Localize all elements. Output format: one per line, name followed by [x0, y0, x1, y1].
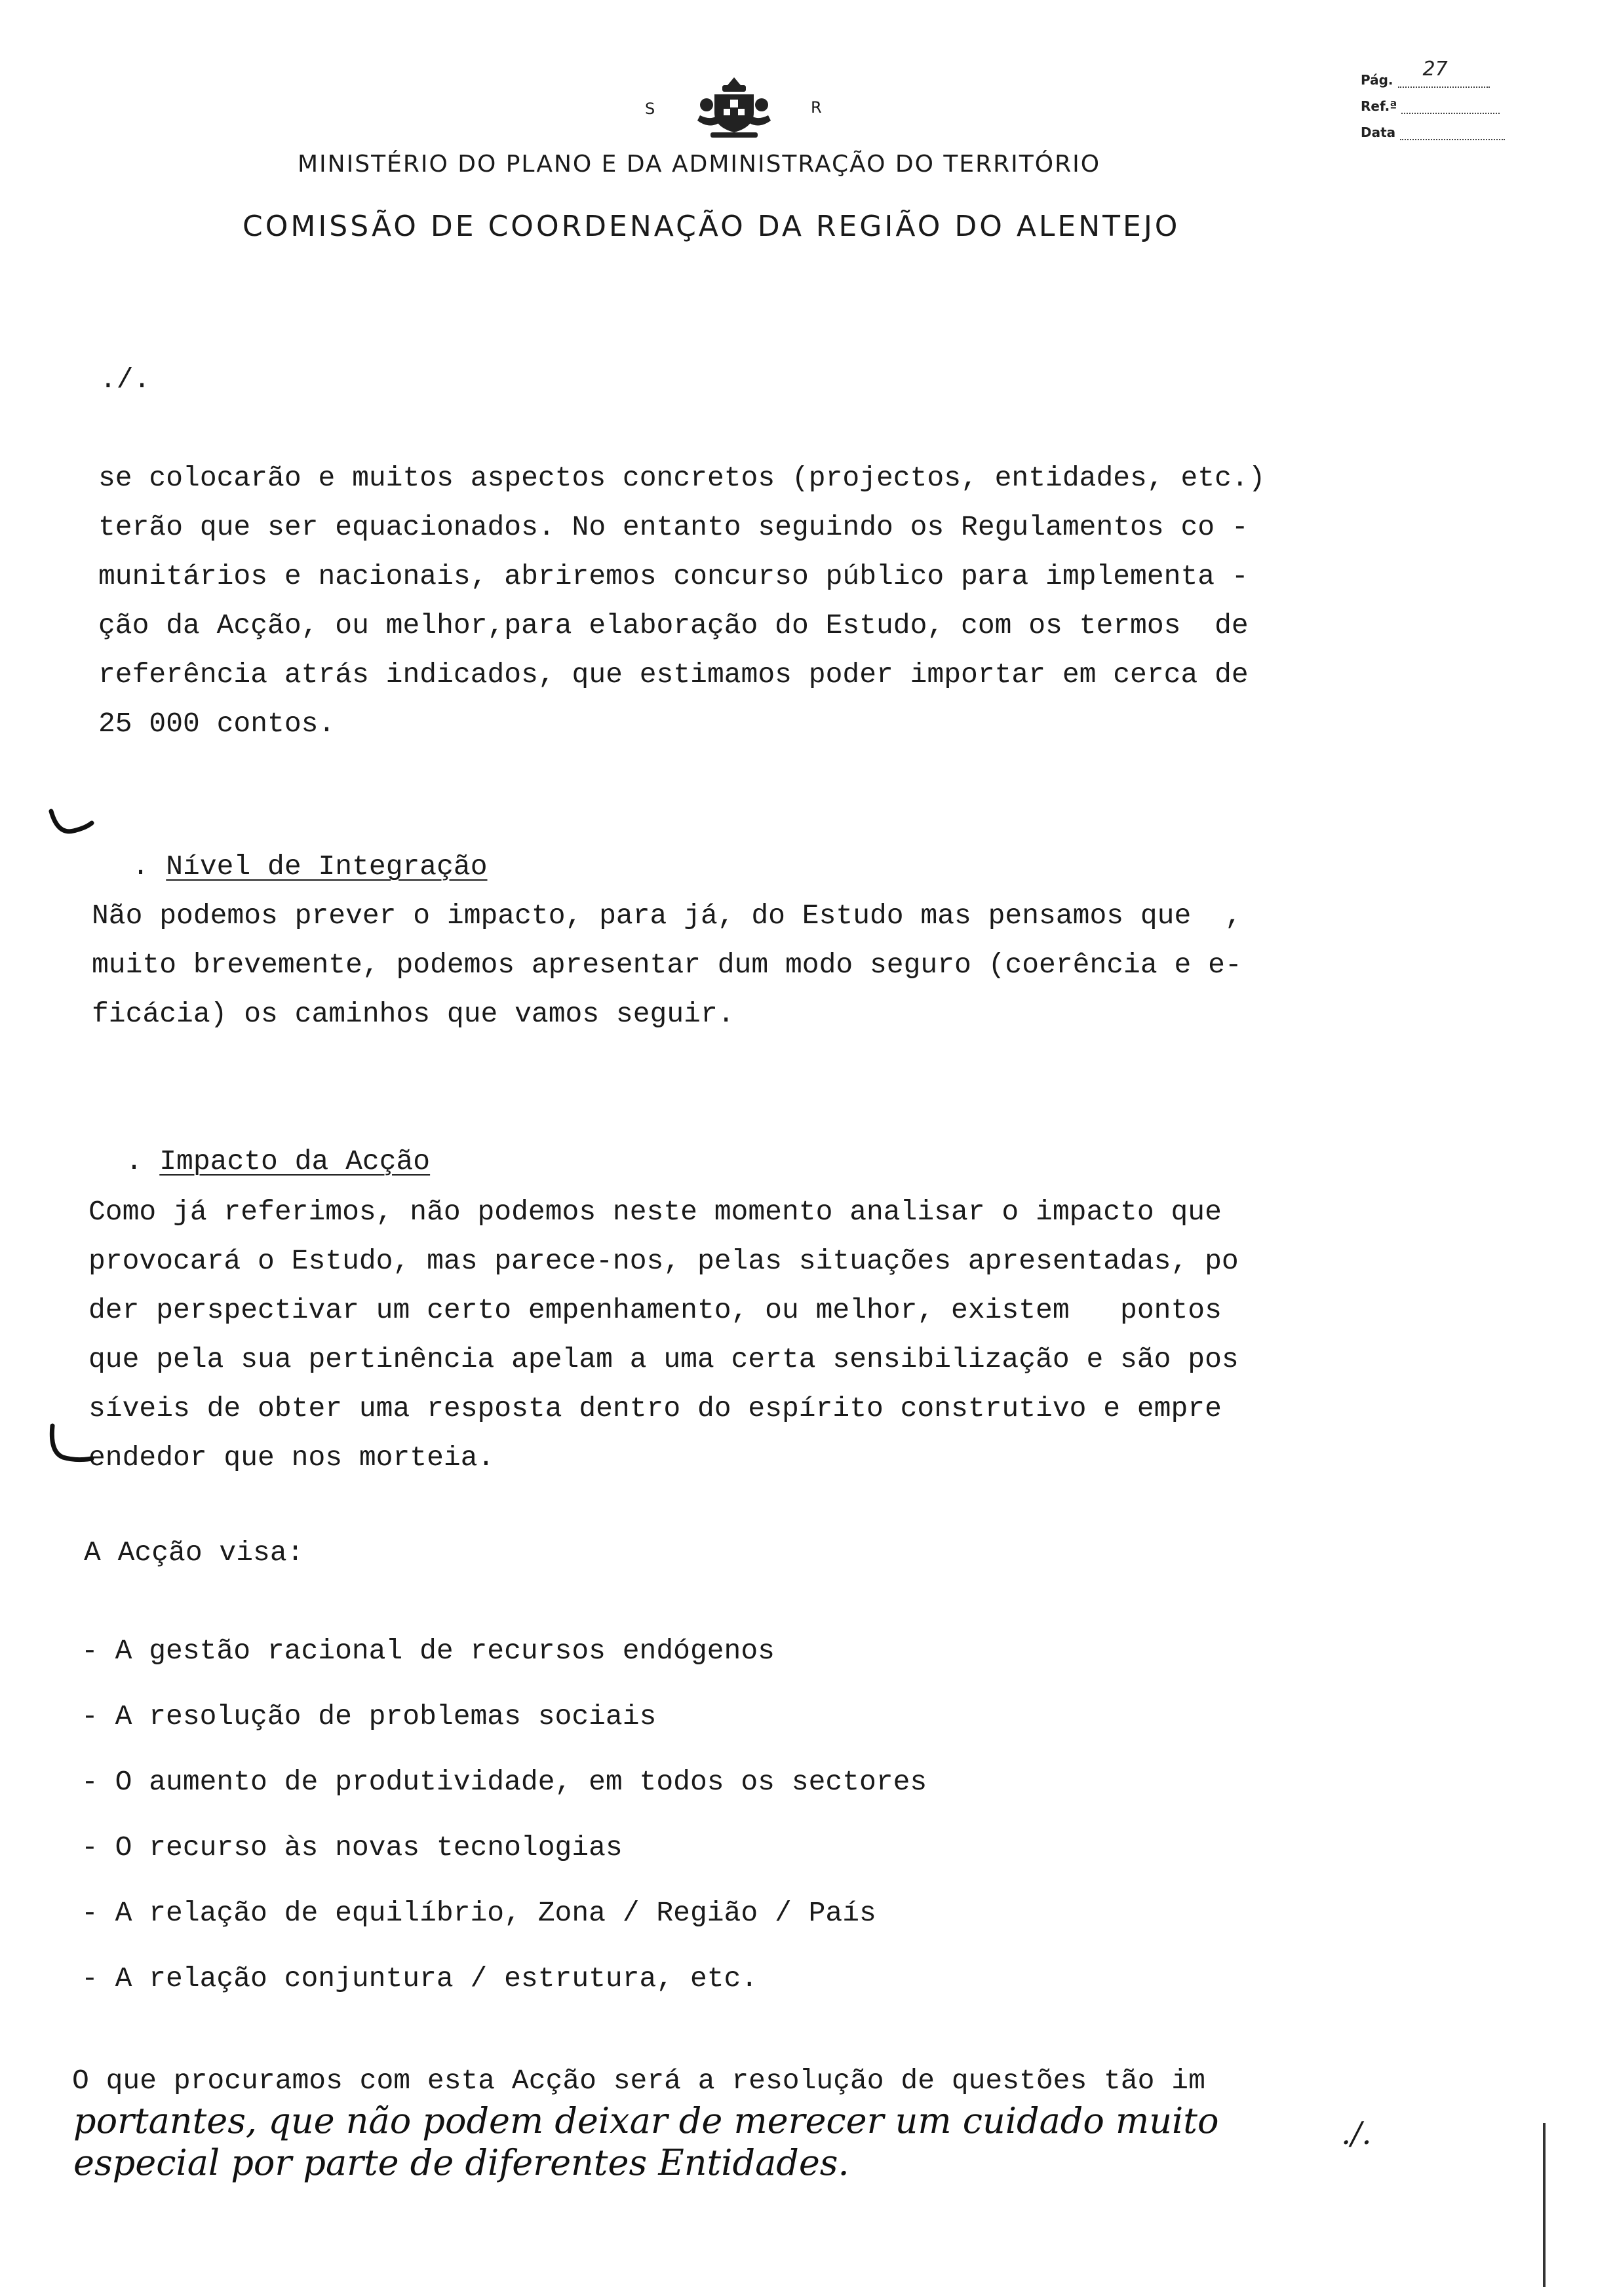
integration-paragraph: [92, 891, 1242, 1039]
page-number: 27: [1422, 58, 1448, 81]
page-dotted-line: [1398, 58, 1490, 88]
letterhead: [0, 0, 1615, 262]
closing-handwritten: [73, 2100, 1219, 2184]
intro-paragraph: [98, 453, 1266, 748]
ministry-title: MINISTÉRIO DO PLANO E DA ADMINISTRAÇÃO DO TERRITÓRIO: [298, 151, 1101, 178]
intro-line: terão que ser equacionados. No entanto seguindo os Regulamentos co -: [98, 511, 1249, 543]
impact-line: Como já referimos, não podemos neste momento analisar o impacto que: [88, 1196, 1222, 1228]
integration-line: Não podemos prever o impacto, para já, do Estudo mas pensamos que ,: [92, 900, 1242, 932]
closing-mark: ./.: [1341, 2115, 1372, 2152]
page-meta: [1361, 58, 1525, 151]
aim-item: - A relação conjuntura / estrutura, etc.: [81, 1962, 758, 1995]
intro-line: munitários e nacionais, abriremos concurso público para implementa -: [98, 560, 1249, 592]
margin-bracket-mark: [43, 1422, 96, 1468]
page-field: [1361, 58, 1525, 98]
closing-typed-line: O que procuramos com esta Acção será a resolução de questões tão im: [72, 2065, 1205, 2097]
continuation-mark: ./.: [100, 364, 151, 396]
integration-title: Nível de Integração: [166, 851, 488, 883]
aims-intro: A Acção visa:: [84, 1537, 304, 1569]
commission-title: COMISSÃO DE COORDENAÇÃO DA REGIÃO DO ALENTEJO: [243, 210, 1180, 243]
impact-title: Impacto da Acção: [159, 1145, 431, 1177]
handwritten-line: especial por parte de diferentes Entidades.: [73, 2142, 849, 2183]
intro-line: 25 000 contos.: [98, 708, 336, 740]
intro-line: se colocarão e muitos aspectos concretos (projectos, entidades, etc.): [98, 462, 1266, 494]
integration-line: ficácia) os caminhos que vamos seguir.: [92, 998, 735, 1030]
date-dotted-line: [1400, 124, 1505, 140]
margin-check-mark: [47, 806, 100, 839]
impact-line: provocará o Estudo, mas parece-nos, pelas situações apresentadas, po: [88, 1245, 1239, 1277]
date-field: [1361, 124, 1525, 151]
integration-line: muito brevemente, podemos apresentar dum modo seguro (coerência e e-: [92, 949, 1242, 981]
handwritten-line: portantes, que não podem deixar de merecer um cuidado muito: [73, 2100, 1219, 2141]
coat-of-arms-icon: [695, 72, 773, 144]
integration-bullet: .: [132, 851, 149, 883]
ref-dotted-line: [1401, 98, 1500, 114]
date-label: Data: [1361, 124, 1396, 140]
scan-edge-line: [1543, 2123, 1546, 2287]
aim-item: - O aumento de produtividade, em todos os sectores: [81, 1766, 927, 1798]
impact-paragraph: [88, 1187, 1239, 1482]
intro-line: ção da Acção, ou melhor,para elaboração do Estudo, com os termos de: [98, 609, 1249, 641]
intro-line: referência atrás indicados, que estimamos poder importar em cerca de: [98, 659, 1249, 691]
impact-line: que pela sua pertinência apelam a uma certa sensibilização e são pos: [88, 1343, 1239, 1375]
emblem-letter-left: S: [645, 100, 655, 118]
aim-item: - O recurso às novas tecnologias: [81, 1831, 623, 1864]
impact-heading: [92, 1088, 430, 1186]
aim-item: - A relação de equilíbrio, Zona / Região / País: [81, 1897, 876, 1929]
aim-item: - A resolução de problemas sociais: [81, 1700, 657, 1732]
impact-line: síveis de obter uma resposta dentro do espírito construtivo e empre: [88, 1392, 1222, 1425]
impact-line: endedor que nos morteia.: [88, 1442, 495, 1474]
impact-bullet: .: [125, 1145, 143, 1177]
ref-field: [1361, 98, 1525, 124]
ref-label: Ref.ª: [1361, 98, 1397, 114]
impact-line: der perspectivar um certo empenhamento, ou melhor, existem pontos: [88, 1294, 1222, 1326]
aims-list: [81, 1626, 927, 2019]
page-label: Pág.: [1361, 72, 1393, 88]
emblem-letter-right: R: [811, 98, 822, 117]
integration-heading: [98, 793, 488, 891]
aim-item: - A gestão racional de recursos endógenos: [81, 1635, 775, 1667]
